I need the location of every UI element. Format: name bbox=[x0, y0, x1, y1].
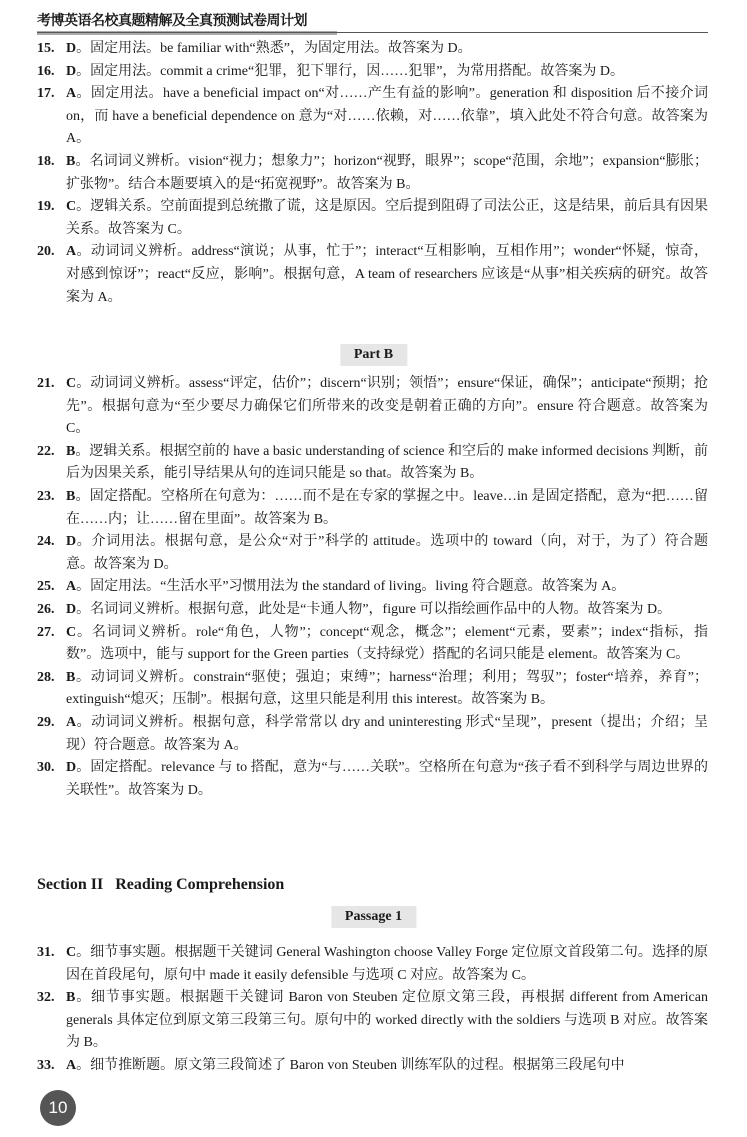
answer-letter: A bbox=[66, 86, 77, 102]
answer-letter: C bbox=[66, 945, 77, 960]
answer-item bbox=[37, 61, 708, 84]
answer-item bbox=[37, 196, 708, 241]
answer-letter: A bbox=[66, 1057, 77, 1073]
question-number: 23. bbox=[37, 488, 55, 504]
answer-item bbox=[37, 151, 708, 196]
explanation-text: 。固定用法。be familiar with“熟悉”，为固定用法。故答案为 D。 bbox=[76, 41, 472, 56]
answer-item bbox=[37, 576, 708, 599]
answer-item bbox=[37, 531, 708, 576]
question-number: 30. bbox=[37, 760, 55, 776]
answer-letter: B bbox=[66, 488, 76, 504]
question-number: 19. bbox=[37, 199, 55, 215]
explanation-text: 。固定搭配。relevance 与 to 搭配，意为“与……关联”。空格所在句意为“孩子看不到科学与周边世界的关联性”。故答案为 D。 bbox=[66, 760, 708, 798]
answer-item bbox=[37, 373, 708, 441]
section-heading: Section II Reading Comprehension bbox=[37, 876, 285, 893]
answer-letter: C bbox=[66, 376, 77, 391]
explanation-text: 。动词词义辨析。assess“评定，估价”；discern“识别；领悟”；ensure“保证，确保”；anticipate“预期；抢先”。根据句意为“至少要尽力确保它们所带来的改变是朝着正确的方向”。ensure 符合题意。故答案为 C。 bbox=[66, 376, 708, 437]
question-number: 16. bbox=[37, 63, 55, 79]
answer-letter: C bbox=[66, 624, 77, 640]
answer-letter: A bbox=[66, 714, 77, 730]
answer-item bbox=[37, 441, 708, 486]
explanation-text: 。名词词义辨析。根据句意，此处是“卡通人物”，figure 可以指绘画作品中的人物。故答案为 D。 bbox=[76, 601, 672, 617]
question-number: 26. bbox=[37, 601, 55, 617]
question-number: 21. bbox=[37, 376, 55, 391]
answer-item bbox=[37, 757, 708, 802]
answer-letter: D bbox=[66, 534, 77, 550]
part-b-label: Part B bbox=[340, 344, 407, 366]
answer-letter: C bbox=[66, 199, 77, 215]
answer-letter: A bbox=[66, 244, 77, 260]
explanation-text: 。细节推断题。原文第三段简述了 Baron von Steuben 训练军队的过程。根据第三段尾句中 bbox=[76, 1057, 625, 1073]
question-number: 24. bbox=[37, 534, 55, 550]
explanation-text: 。动词词义辨析。根据句意，科学常常以 dry and uninteresting 形式“呈现”，present（提出；介绍；呈现）符合题意。故答案为 A。 bbox=[66, 714, 708, 753]
explanation-text: 。细节事实题。根据题干关键词 Baron von Steuben 定位原文第三段，再根据 different from American generals 具体定位到原文第三段第三句。原句中的 worked directly with the soldiers 与选项 B 对应。故答案为 B。 bbox=[66, 990, 708, 1051]
answer-letter: D bbox=[66, 760, 77, 776]
question-number: 29. bbox=[37, 714, 55, 730]
answer-letter: B bbox=[66, 153, 76, 169]
answer-item bbox=[37, 942, 708, 987]
question-number: 28. bbox=[37, 669, 55, 685]
explanation-text: 。逻辑关系。空前面提到总统撒了谎，这是原因。空后提到阻碍了司法公正，这是结果，前后具有因果关系。故答案为 C。 bbox=[66, 199, 708, 237]
explanation-text: 。细节事实题。根据题干关键词 General Washington choose Valley Forge 定位原文首段第二句。选择的原因在首段尾句，原句中 made it easily defensible 与选项 C 对应。故答案为 C。 bbox=[66, 945, 708, 983]
answer-item bbox=[37, 241, 708, 309]
answer-letter: B bbox=[66, 990, 76, 1006]
answers-part-b bbox=[37, 373, 708, 802]
question-number: 20. bbox=[37, 244, 55, 260]
question-number: 15. bbox=[37, 41, 55, 56]
answer-item bbox=[37, 622, 708, 667]
question-number: 18. bbox=[37, 153, 55, 169]
answer-item bbox=[37, 1055, 708, 1078]
explanation-text: 。动词词义辨析。address“演说；从事，忙于”；interact“互相影响，互相作用”；wonder“怀疑，惊奇，对感到惊讶”；react“反应，影响”。根据句意，A team of researchers 应该是“从事”相关疾病的研究。故答案为 A。 bbox=[66, 244, 708, 305]
question-number: 32. bbox=[37, 990, 55, 1006]
passage-label: Passage 1 bbox=[331, 906, 416, 928]
explanation-text: 。逻辑关系。根据空前的 have a basic understanding of science 和空后的 make informed decisions 判断，前后为因果关系，能引导结果从句的连词只能是 so that。故答案为 B。 bbox=[66, 443, 708, 482]
answer-letter: A bbox=[66, 579, 77, 595]
answer-letter: D bbox=[66, 601, 77, 617]
page-number: 10 bbox=[40, 1090, 76, 1126]
explanation-text: 。固定用法。commit a crime“犯罪，犯下罪行，因……犯罪”，为常用搭配。故答案为 D。 bbox=[76, 63, 625, 79]
answer-item bbox=[37, 667, 708, 712]
answers-passage-1 bbox=[37, 942, 708, 1078]
answer-item bbox=[37, 83, 708, 151]
question-number: 25. bbox=[37, 579, 55, 595]
answers-part-a bbox=[37, 38, 708, 309]
explanation-text: 。动词词义辨析。constrain“驱使；强迫；束缚”；harness“治理；利用；驾驭”；foster“培养，养育”；extinguish“熄灭；压制”。根据句意，这里只能是利用 this interest。故答案为 B。 bbox=[66, 669, 708, 708]
answer-letter: B bbox=[66, 669, 76, 685]
explanation-text: 。固定用法。“生活水平”习惯用法为 the standard of living。living 符合题意。故答案为 A。 bbox=[76, 579, 626, 595]
explanation-text: 。固定搭配。空格所在句意为：……而不是在专家的掌握之中。leave…in 是固定搭配，意为“把……留在……内；让……留在里面”。故答案为 B。 bbox=[66, 488, 708, 527]
question-number: 27. bbox=[37, 624, 55, 640]
answer-letter: D bbox=[66, 63, 77, 79]
answer-item bbox=[37, 987, 708, 1055]
running-header: 考博英语名校真题精解及全真预测试卷周计划 bbox=[37, 13, 307, 29]
explanation-text: 。介词用法。根据句意，是公众“对于”科学的 attitude。选项中的 toward（向，对于，为了）符合题意。故答案为 D。 bbox=[66, 534, 708, 572]
explanation-text: 。名词词义辨析。role“角色，人物”；concept“观念，概念”；element“元素，要素”；index“指标，指数”。选项中，能与 support for the Green parties（支持绿党）搭配的名词只能是 element。故答案为 C。 bbox=[66, 624, 708, 663]
header-rule bbox=[37, 32, 708, 33]
answer-letter: B bbox=[66, 443, 76, 459]
explanation-text: 。固定用法。have a beneficial impact on“对……产生有益的影响”。generation 和 disposition 后不接介词 on，而 have a beneficial dependence on 意为“对……依赖，对……依靠”，填入此处不符合句意。故答案为 A。 bbox=[66, 86, 708, 147]
answer-letter: D bbox=[66, 41, 77, 56]
answer-item bbox=[37, 38, 708, 61]
question-number: 22. bbox=[37, 443, 55, 459]
answer-item bbox=[37, 712, 708, 757]
answer-item bbox=[37, 486, 708, 531]
question-number: 33. bbox=[37, 1057, 55, 1073]
question-number: 31. bbox=[37, 945, 55, 960]
explanation-text: 。名词词义辨析。vision“视力；想象力”；horizon“视野，眼界”；scope“范围，余地”；expansion“膨胀；扩张物”。结合本题要填入的是“拓宽视野”。故答案为 B。 bbox=[66, 153, 708, 192]
question-number: 17. bbox=[37, 86, 55, 102]
answer-item bbox=[37, 599, 708, 622]
